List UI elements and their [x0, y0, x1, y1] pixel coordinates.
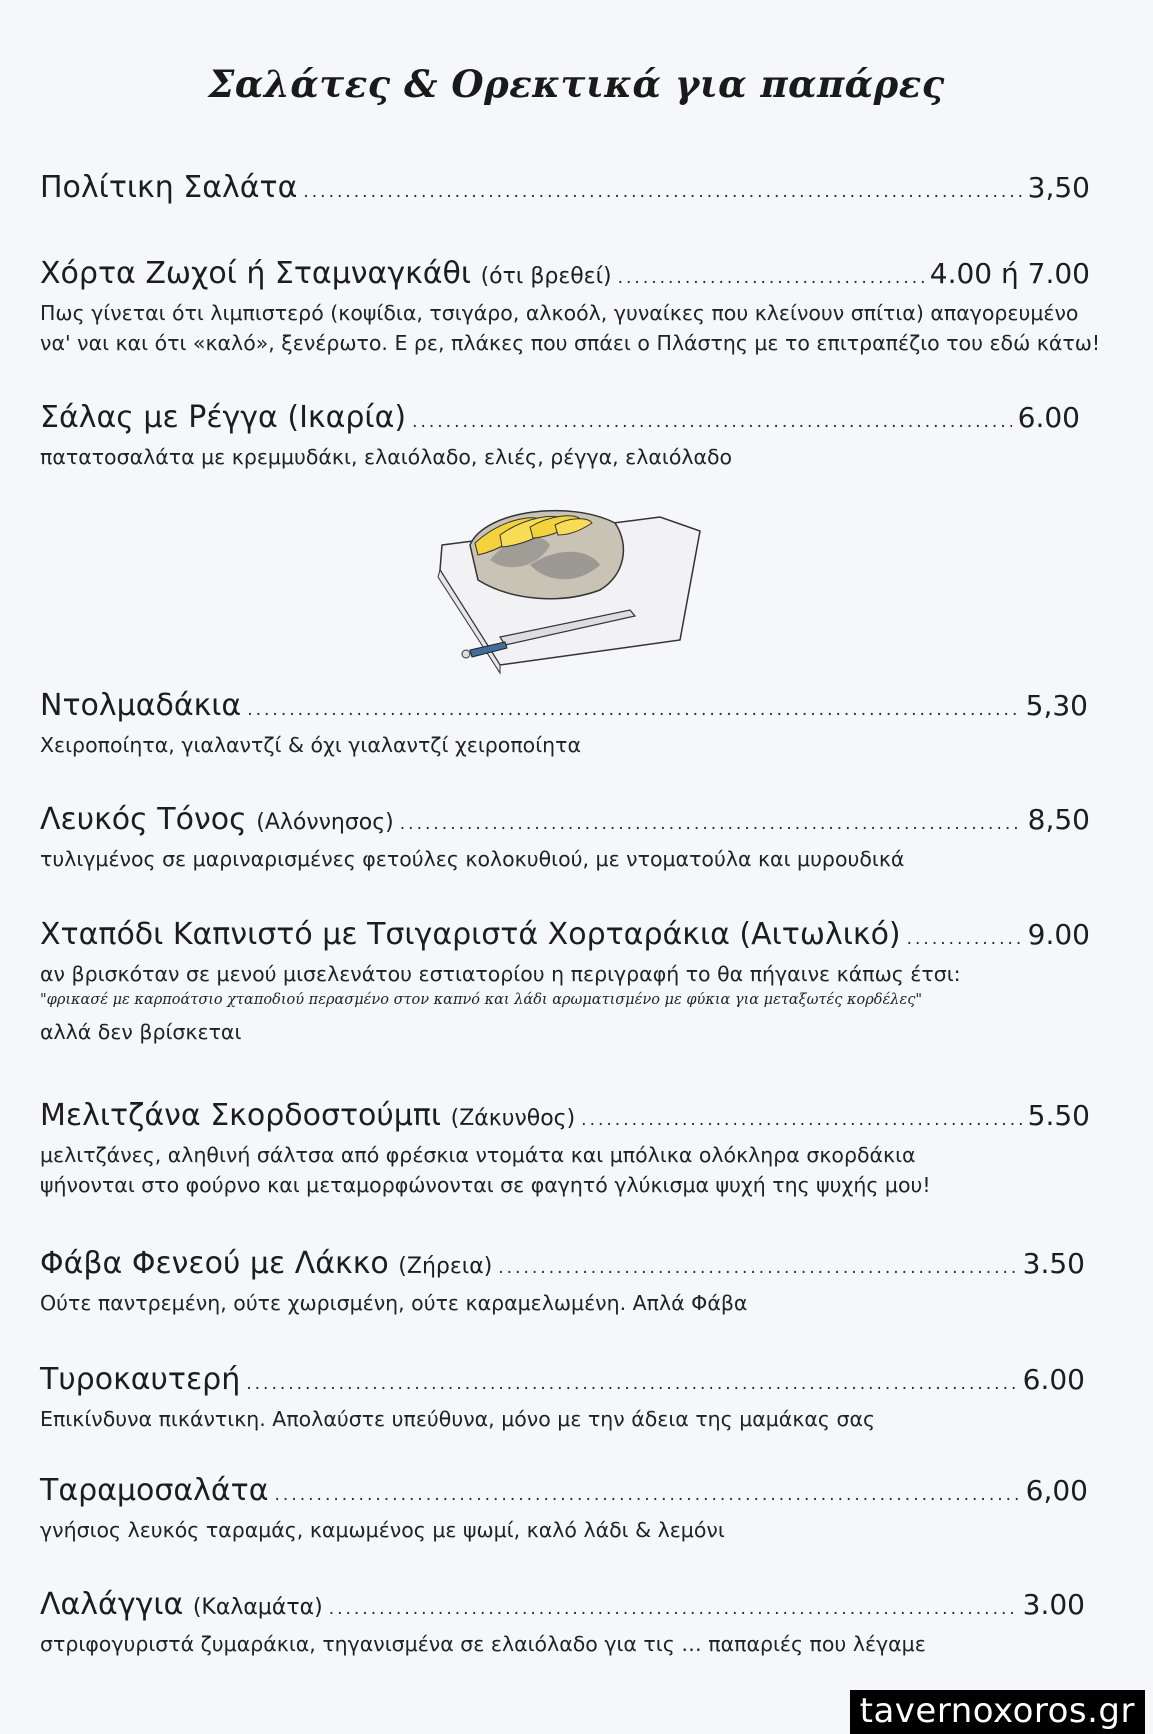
dish-description: μελιτζάνες, αληθινή σάλτσα από φρέσκια ντομάτα και μπόλικα ολόκληρα σκορδάκια	[40, 1143, 916, 1167]
dish-price: 6.00	[1022, 1363, 1085, 1396]
menu-item	[40, 256, 1101, 358]
dish-price: 3.00	[1022, 1588, 1085, 1621]
dish-description: τυλιγμένος σε μαριναρισμένες φετούλες κολοκυθιού, με ντοματούλα και μυρουδικά	[40, 847, 905, 871]
dish-description: πατατοσαλάτα με κρεμμυδάκι, ελαιόλαδο, ελιές, ρέγγα, ελαιόλαδο	[40, 445, 733, 469]
dish-description: να' ναι και ότι «καλό», ξενέρωτο. Ε ρε, πλάκες που σπάει ο Πλάστης με το επιτραπέζιο του εδώ κάτω!	[40, 331, 1101, 355]
leader-dots	[581, 1098, 1021, 1138]
dish-name: Πολίτικη Σαλάτα	[40, 170, 298, 205]
leader-dots	[412, 400, 1012, 440]
dish-description: Χειροποίητα, γιαλαντζί & όχι γιαλαντζί χειροποίητα	[40, 733, 581, 757]
dish-name: Μελιτζάνα Σκορδοστούμπι	[40, 1098, 442, 1133]
menu-item	[40, 1362, 1090, 1434]
dish-description: ψήνονται στο φούρνο και μεταμορφώνονται σε φαγητό γλύκισμα ψυχή της ψυχής μου!	[40, 1173, 931, 1197]
menu-item	[40, 1587, 1090, 1659]
dish-price: 9.00	[1027, 918, 1090, 951]
site-watermark: tavernoxoros.gr	[850, 1690, 1145, 1734]
menu-item-row	[40, 1098, 1090, 1138]
leader-dots	[498, 1246, 1016, 1286]
menu-title: Σαλάτες & Ορεκτικά για παπάρες	[208, 62, 945, 106]
dish-region: (Αλόννησος)	[256, 810, 394, 835]
dish-note: αλλά δεν βρίσκεται	[40, 1020, 242, 1044]
dish-price: 3,50	[1027, 171, 1090, 204]
menu-item-row	[40, 170, 1090, 210]
menu-item	[40, 400, 1090, 472]
menu-item	[40, 688, 1090, 760]
leader-dots	[246, 1362, 1016, 1402]
dish-name: Ταραμοσαλάτα	[40, 1473, 269, 1508]
menu-item-row	[40, 256, 1090, 296]
dish-price: 5.50	[1027, 1099, 1090, 1132]
dish-description: στριφογυριστά ζυμαράκια, τηγανισμένα σε ελαιόλαδο για τις … παπαριές που λέγαμε	[40, 1632, 926, 1656]
dish-price: 8,50	[1027, 803, 1090, 836]
bread-board-knife-illustration	[430, 505, 710, 675]
dish-price: 5,30	[1025, 689, 1088, 722]
menu-item	[40, 1246, 1090, 1318]
dish-price: 6.00	[1017, 401, 1080, 434]
menu-item-row	[40, 1473, 1088, 1513]
dish-description: Επικίνδυνα πικάντικη. Απολαύστε υπεύθυνα, μόνο με την άδεια της μαμάκας σας	[40, 1407, 876, 1431]
dish-name: Φάβα Φενεού με Λάκκο	[40, 1246, 389, 1281]
leader-dots	[247, 688, 1019, 728]
dish-description: Πως γίνεται ότι λιμπιστερό (κοψίδια, τσιγάρο, αλκοόλ, γυναίκες που κλείνουν σπίτια) απαγορευμένο	[40, 301, 1079, 325]
dish-name: Σάλας με Ρέγγα (Ικαρία)	[40, 400, 407, 435]
dish-name: Λαλάγγια	[40, 1587, 184, 1622]
menu-item	[40, 917, 1090, 1047]
leader-dots	[329, 1587, 1017, 1627]
leader-dots	[275, 1473, 1020, 1513]
dish-price: 4.00 ή 7.00	[929, 257, 1090, 290]
leader-dots	[303, 170, 1021, 210]
dish-description: αν βρισκόταν σε μενού μισελενάτου εστιατορίου η περιγραφή το θα πήγαινε κάπως έτσι:	[40, 962, 961, 986]
dish-name: Χταπόδι Καπνιστό με Τσιγαριστά Χορταράκια (Αιτωλικό)	[40, 917, 901, 952]
dish-price: 3.50	[1022, 1247, 1085, 1280]
dish-region: (ότι βρεθεί)	[480, 264, 612, 289]
menu-item-row	[40, 917, 1090, 957]
menu-item-row	[40, 1246, 1085, 1286]
dish-region: (Ζήρεια)	[398, 1254, 493, 1279]
dish-name: Χόρτα Ζωχοί ή Σταμναγκάθι	[40, 256, 472, 291]
menu-item	[40, 1098, 1090, 1200]
menu-item	[40, 170, 1090, 210]
dish-quote: "φρικασέ με καρποάτσιο χταποδιού περασμένο στον καπνό και λάδι αρωματισμένο με φύκια για μεταξωτές κορδέλες"	[40, 992, 923, 1008]
menu-item	[40, 802, 1090, 874]
menu-item-row	[40, 802, 1090, 842]
dish-region: (Καλαμάτα)	[192, 1595, 323, 1620]
dish-region: (Ζάκυνθος)	[450, 1106, 576, 1131]
dish-price: 6,00	[1025, 1474, 1088, 1507]
menu-item-row	[40, 688, 1088, 728]
dish-description: Ούτε παντρεμένη, ούτε χωρισμένη, ούτε καραμελωμένη. Απλά Φάβα	[40, 1291, 748, 1315]
leader-dots	[907, 917, 1022, 957]
dish-name: Τυροκαυτερή	[40, 1362, 241, 1397]
menu-item-row	[40, 1587, 1085, 1627]
dish-description: γνήσιος λευκός ταραμάς, καμωμένος με ψωμί, καλό λάδι & λεμόνι	[40, 1518, 725, 1542]
menu-item-row	[40, 1362, 1085, 1402]
menu-item-row	[40, 400, 1080, 440]
leader-dots	[618, 256, 924, 296]
dish-name: Ντολμαδάκια	[40, 688, 242, 723]
leader-dots	[400, 802, 1022, 842]
dish-name: Λευκός Τόνος	[40, 802, 247, 837]
menu-item	[40, 1473, 1090, 1545]
